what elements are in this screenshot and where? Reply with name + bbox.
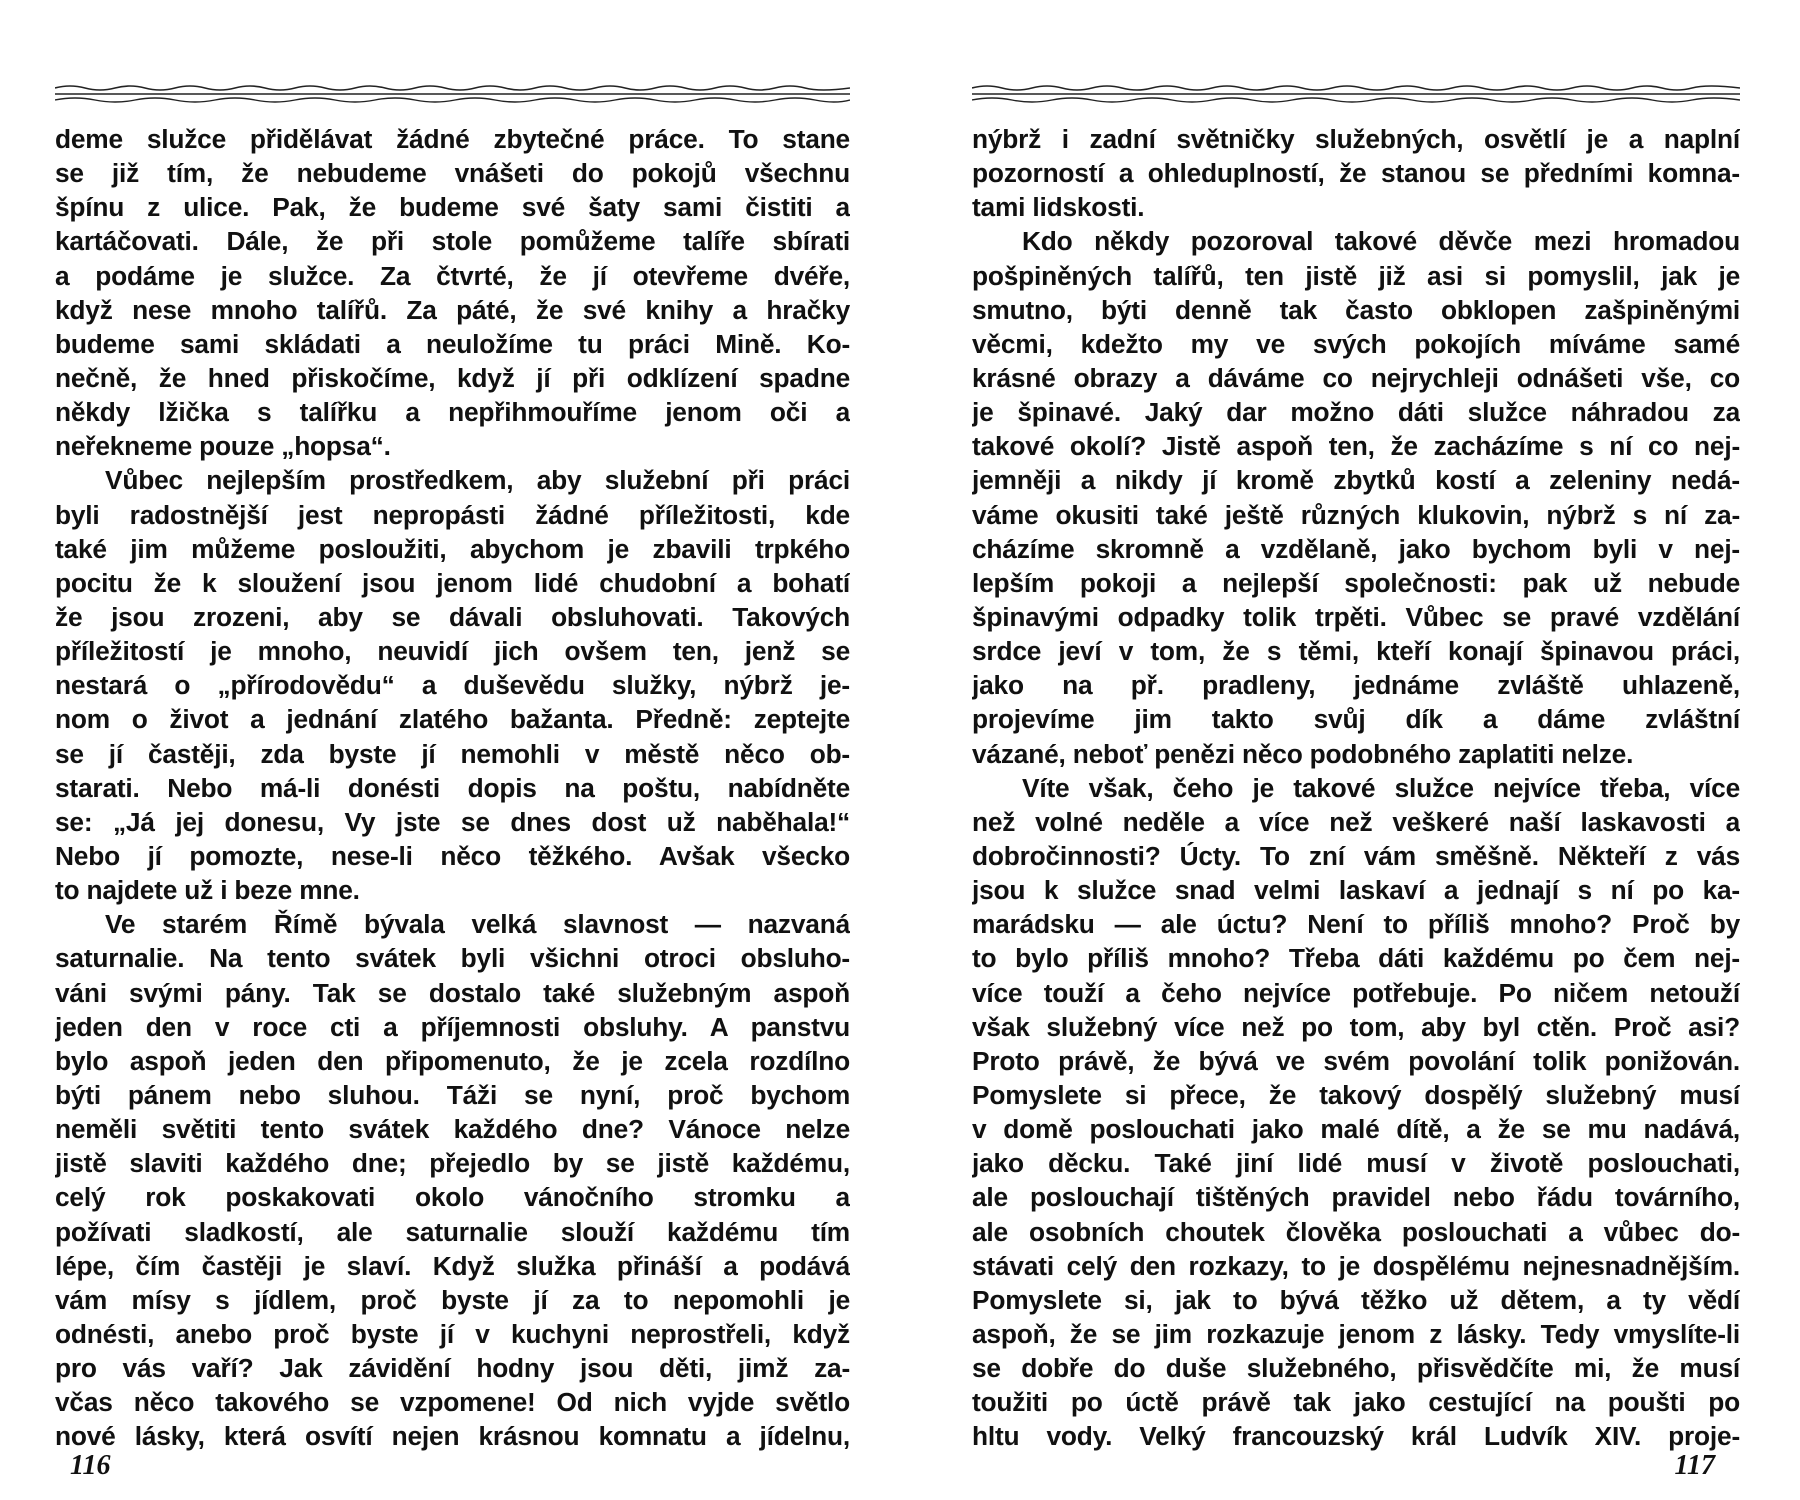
text-line: dobročinnosti? Úcty. To zní vám směšně. Někteří z vás — [972, 840, 1740, 871]
text-line: saturnalie. Na tento svátek byli všichni otroci obsluho- — [55, 943, 850, 974]
text-line: pocitu že k sloužení jsou jenom lidé chudobní a bohatí — [55, 567, 850, 598]
text-line: stávati celý den rozkazy, to je dospělému nejnesnadnějším. — [972, 1250, 1740, 1281]
text-line: však služebný více než po tom, aby byl ctěn. Proč asi? — [972, 1011, 1740, 1042]
text-line: neměli světiti tento svátek každého dne? Vánoce nelze — [55, 1114, 850, 1145]
text-line: pozorností a ohleduplností, že stanou se předními komna- — [972, 158, 1740, 189]
text-line: jako děcku. Také jiní lidé musí v životě poslouchati, — [972, 1148, 1740, 1179]
text-line: Pomyslete si, jak to bývá těžko už dětem, a ty vědí — [972, 1284, 1740, 1315]
text-line: také jim můžeme posloužiti, abychom je zbavili trpkého — [55, 533, 850, 564]
text-line: Kdo někdy pozoroval takové děvče mezi hromadou — [1022, 226, 1740, 257]
text-line: odnésti, anebo proč byste jí v kuchyni neprostřeli, když — [55, 1318, 850, 1349]
text-line: ale poslouchají tištěných pravidel nebo řádu továrního, — [972, 1182, 1740, 1213]
left-page — [55, 0, 850, 1500]
text-line: více touží a čeho nejvíce potřebuje. Po ničem netouží — [972, 977, 1740, 1008]
text-line: býti pánem nebo sluhou. Táži se nyní, proč bychom — [55, 1079, 850, 1110]
text-line: váme okusiti také ještě různých klukovin, nýbrž s ní za- — [972, 499, 1740, 530]
text-line: lepším pokoji a nejlepší společnosti: pak už nebude — [972, 567, 1740, 598]
text-line: nýbrž i zadní světničky služebných, osvětlí je a naplní — [972, 124, 1740, 154]
text-line: jako na př. pradleny, jednáme zvláště uhlazeně, — [972, 670, 1740, 701]
text-line: pro vás vaří? Jak závidění hodny jsou děti, jimž za- — [55, 1353, 850, 1384]
text-line: požívati sladkostí, ale saturnalie slouží každému tím — [55, 1216, 850, 1247]
text-line: budeme sami skládati a neuložíme tu práci Mině. Ko- — [55, 328, 850, 359]
header-ornament — [972, 80, 1740, 108]
text-line: to bylo příliš mnoho? Třeba dáti každému po čem nej- — [972, 943, 1740, 974]
text-line: to najdete už i beze mne. — [55, 875, 360, 906]
text-line: bylo aspoň jeden den připomenuto, že je zcela rozdílno — [55, 1045, 850, 1076]
text-line: srdce jeví v tom, že s těmi, kteří konají špinavou práci, — [972, 636, 1740, 667]
text-line: se jí častěji, zda byste jí nemohli v městě něco ob- — [55, 738, 850, 769]
text-line: Proto právě, že bývá ve svém povolání tolik ponižován. — [972, 1045, 1740, 1076]
text-line: že jsou zrozeni, aby se dávali obsluhovati. Takových — [55, 601, 850, 632]
text-line: Vůbec nejlepším prostředkem, aby služební při práci — [105, 465, 850, 496]
text-line: takové okolí? Jistě aspoň ten, že zacházíme s ní co nej- — [972, 431, 1740, 462]
text-line: než volné neděle a více než veškeré naší laskavosti a — [972, 806, 1740, 837]
header-ornament — [55, 80, 850, 108]
text-line: věcmi, kdežto my ve svých pokojích míváme samé — [972, 328, 1740, 359]
text-line: nečně, že hned přiskočíme, když jí při odklízení spadne — [55, 362, 850, 393]
text-line: vázané, neboť penězi něco podobného zaplatiti nelze. — [972, 738, 1634, 769]
text-line: marádsku — ale úctu? Není to příliš mnoho? Proč by — [972, 909, 1740, 940]
text-line: celý rok poskakovati okolo vánočního stromku a — [55, 1182, 850, 1213]
text-line: jistě slaviti každého dne; přejedlo by se jistě každému, — [55, 1148, 850, 1179]
text-line: smutno, býti denně tak často obklopen zašpiněnými — [972, 294, 1740, 325]
text-line: Pomyslete si přece, že takový dospělý služebný musí — [972, 1079, 1740, 1110]
text-line: vám mísy s jídlem, proč byste jí za to nepomohli je — [55, 1284, 850, 1315]
text-line: lépe, čím častěji je slaví. Když služka přináší a podává — [55, 1250, 850, 1281]
right-page-text — [972, 122, 1740, 1453]
text-line: Nebo jí pomozte, nese-li něco těžkého. Avšak všecko — [55, 840, 850, 871]
text-line: neřekneme pouze „hopsa“. — [55, 431, 391, 462]
text-line: nové lásky, která osvítí nejen krásnou komnatu a jídelnu, — [55, 1421, 850, 1452]
text-line: v domě poslouchati jako malé dítě, a že se mu nadává, — [972, 1114, 1740, 1145]
text-line: pošpiněných talířů, ten jistě již asi si pomyslil, jak je — [972, 260, 1740, 291]
text-line: kartáčovati. Dále, že při stole pomůžeme talíře sbírati — [55, 226, 850, 257]
text-line: když nese mnoho talířů. Za páté, že své knihy a hračky — [55, 294, 850, 325]
text-line: tami lidskosti. — [972, 192, 1145, 223]
text-line: jsou k služce snad velmi laskaví a jednají s ní po ka- — [972, 875, 1740, 906]
text-line: nestará o „přírodovědu“ a duševědu služky, nýbrž je- — [55, 670, 850, 701]
page-number-left: 116 — [70, 1450, 111, 1481]
text-line: a podáme je služce. Za čtvrté, že jí otevřeme dvéře, — [55, 260, 850, 291]
text-line: cházíme skromně a vzdělaně, jako bychom byli v nej- — [972, 533, 1740, 564]
text-line: někdy lžička s talířku a nepřihmouříme jenom oči a — [55, 397, 850, 428]
left-page-text — [55, 122, 850, 1453]
page-number-right: 117 — [1674, 1450, 1715, 1481]
text-line: příležitostí je mnoho, neuvidí jich ovšem ten, jenž se — [55, 636, 850, 667]
text-line: se: „Já jej donesu, Vy jste se dnes dost už naběhala!“ — [55, 806, 850, 837]
text-line: aspoň, že se jim rozkazuje jenom z lásky. Tedy vmyslíte-li — [972, 1318, 1740, 1349]
text-line: deme služce přidělávat žádné zbytečné práce. To stane — [55, 124, 850, 154]
text-line: hltu vody. Velký francouzský král Ludvík XIV. proje- — [972, 1421, 1740, 1452]
text-line: jeden den v roce cti a příjemnosti obsluhy. A panstvu — [55, 1011, 850, 1042]
text-line: byli radostnější jest nepropásti žádné příležitosti, kde — [55, 499, 850, 530]
text-line: krásné obrazy a dáváme co nejrychleji odnášeti vše, co — [972, 362, 1740, 393]
text-line: špínu z ulice. Pak, že budeme své šaty sami čistiti a — [55, 192, 850, 223]
text-line: Víte však, čeho je takové služce nejvíce třeba, více — [1022, 772, 1740, 803]
text-line: je špinavé. Jaký dar možno dáti služce náhradou za — [972, 397, 1740, 428]
text-line: jemněji a nikdy jí kromě zbytků kostí a zeleniny nedá- — [972, 465, 1740, 496]
text-line: nom o život a jednání zlatého bažanta. Předně: zeptejte — [55, 704, 850, 735]
text-line: starati. Nebo má-li donésti dopis na poštu, nabídněte — [55, 772, 850, 803]
text-line: se již tím, že nebudeme vnášeti do pokojů všechnu — [55, 158, 850, 189]
text-line: ale osobních choutek člověka poslouchati a vůbec do- — [972, 1216, 1740, 1247]
right-page — [972, 0, 1740, 1500]
text-line: se dobře do duše služebného, přisvědčíte mi, že musí — [972, 1353, 1740, 1384]
text-line: váni svými pány. Tak se dostalo také služebným aspoň — [55, 977, 850, 1008]
text-line: toužiti po úctě právě tak jako cestující na poušti po — [972, 1387, 1740, 1418]
text-line: Ve starém Římě bývala velká slavnost — nazvaná — [105, 909, 850, 940]
text-line: špinavými odpadky tolik trpěti. Vůbec se pravé vzdělání — [972, 601, 1740, 632]
text-line: projevíme jim takto svůj dík a dáme zvláštní — [972, 704, 1740, 735]
text-line: včas něco takového se vzpomene! Od nich vyjde světlo — [55, 1387, 850, 1418]
